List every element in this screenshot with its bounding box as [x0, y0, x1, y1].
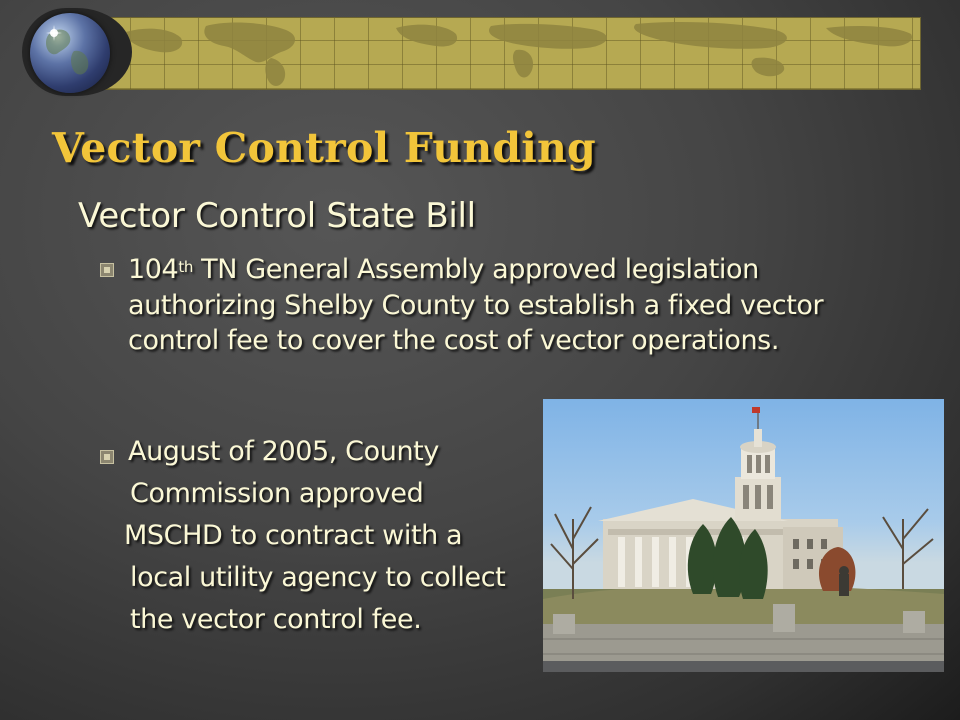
tennessee-state-capitol-photo: [543, 399, 944, 672]
bullet-2-line: the vector control fee.: [130, 604, 422, 635]
slide-subtitle: Vector Control State Bill: [78, 196, 476, 236]
bullet-2-line: August of 2005, County: [128, 436, 439, 467]
globe-icon: [30, 13, 110, 93]
bullet-1-body: TN General Assembly approved legislation authorizing Shelby County to establish a fixed vector control fee to cover the cost of vector operations.: [128, 254, 824, 356]
bullet-2-line: Commission approved: [130, 478, 424, 509]
ordinal-number: 104: [128, 254, 179, 285]
ordinal-suffix: th: [178, 258, 193, 276]
bullet-2-line: local utility agency to collect: [130, 562, 506, 593]
bullet-2-line: MSCHD to contract with a: [124, 520, 463, 551]
slide-title: Vector Control Funding: [52, 124, 596, 172]
bullet-1-text: [128, 252, 828, 359]
world-map-graphic: [96, 18, 920, 89]
bullet-icon: [100, 263, 114, 277]
bullet-icon: [100, 450, 114, 464]
world-map-banner: [95, 17, 921, 90]
